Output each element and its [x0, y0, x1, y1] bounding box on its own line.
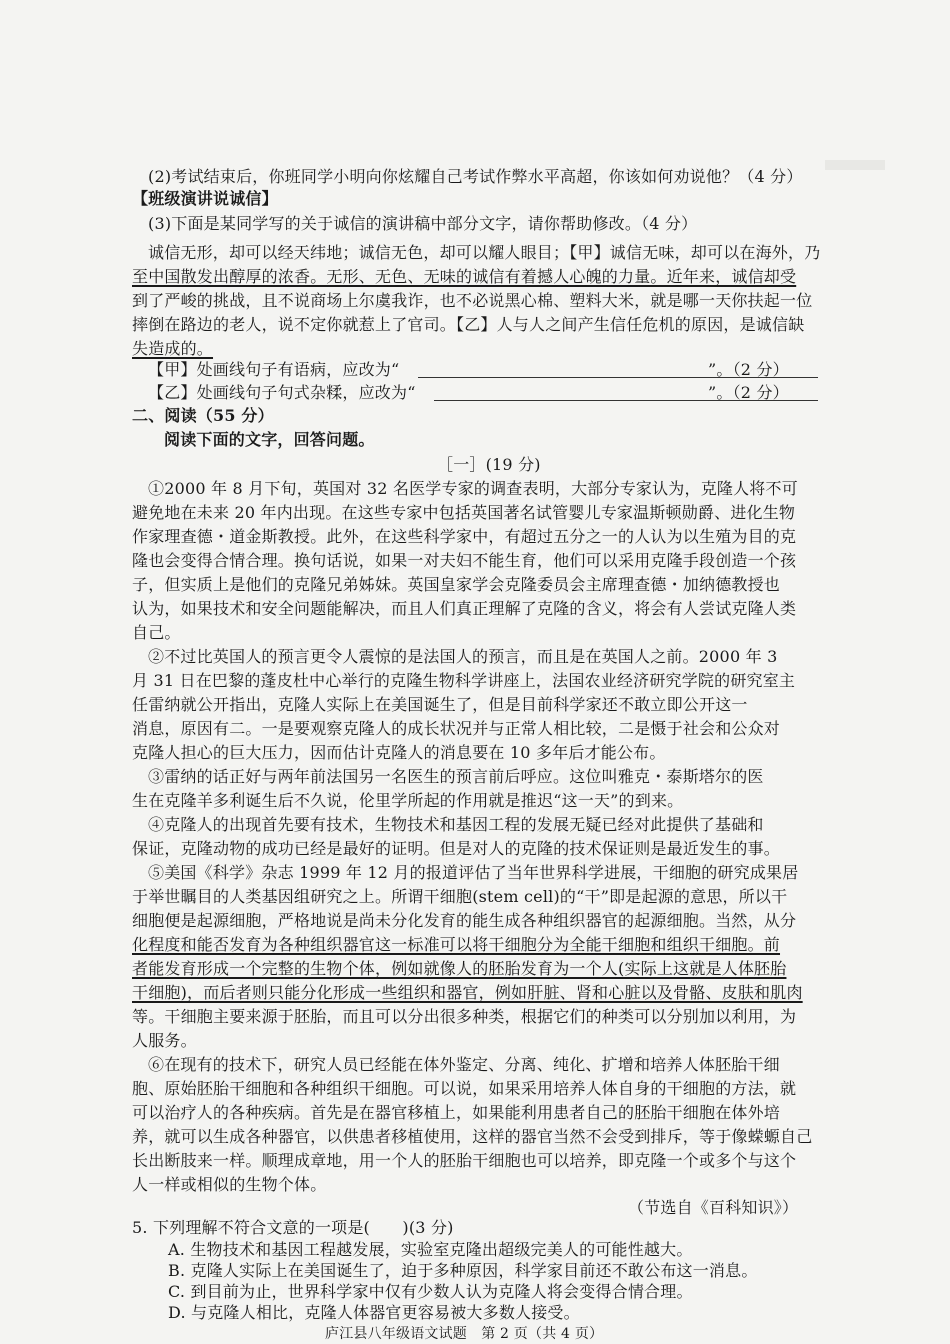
speech-line-5: 失造成的。 — [132, 339, 214, 358]
question-5-option-b[interactable]: B. 克隆人实际上在美国诞生了，迫于多种原因，科学家目前还不敢公布这一消息。 — [168, 1261, 758, 1280]
yi-points: ”。（2 分） — [708, 383, 789, 402]
passage-line: 细胞便是起源细胞，严格地说是尚未分化发育的能生成各种组织器官的起源细胞。当然，从分 — [132, 911, 797, 930]
question-3: (3)下面是某同学写的关于诚信的演讲稿中部分文字，请你帮助修改。（4 分） — [148, 214, 698, 233]
passage-line: 任雷纳就公开指出，克隆人实际上在美国诞生了，但是目前科学家还不敢立即公开这一 — [132, 695, 748, 714]
speech-line-4: 摔倒在路边的老人，说不定你就惹上了官司。【乙】人与人之间产生信任危机的原因，是诚信缺 — [132, 315, 805, 334]
jia-prompt: 【甲】处画线句子有语病，应改为“ — [148, 360, 400, 379]
passage-line: ⑥在现有的技术下，研究人员已经能在体外鉴定、分离、纯化、扩增和培养人体胚胎干细 — [148, 1055, 780, 1074]
passage-line: 作家理查德・道金斯教授。此外，在这些科学家中，有超过五分之一的人认为以生殖为目的克 — [132, 527, 797, 546]
question-5-option-a[interactable]: A. 生物技术和基因工程越发展，实验室克隆出超级完美人的可能性越大。 — [168, 1240, 693, 1259]
jia-points: ”。（2 分） — [708, 360, 789, 379]
passage-line: ③雷纳的话正好与两年前法国另一名医生的预言前后呼应。这位叫雅克・泰斯塔尔的医 — [148, 767, 764, 786]
yi-answer-line — [148, 383, 808, 403]
question-5-option-c[interactable]: C. 到目前为止，世界科学家中仅有少数人认为克隆人将会变得合情合理。 — [168, 1282, 693, 1301]
passage-line: ②不过比英国人的预言更令人震惊的是法国人的预言，而且是在英国人之前。2000 年 3 — [148, 647, 778, 666]
speech-line-1: 诚信无形，却可以经天纬地；诚信无色，却可以耀人眼目；【甲】诚信无味，却可以在海外，乃 — [148, 243, 821, 262]
passage-line: 认为，如果技术和安全问题能解决，而且人们真正理解了克隆的含义，将会有人尝试克隆人类 — [132, 599, 797, 618]
passage-line: 月 31 日在巴黎的蓬皮杜中心举行的克隆生物科学讲座上，法国农业经济研究学院的研究室主 — [132, 671, 796, 690]
passage-line: 人一样或相似的生物个体。 — [132, 1175, 327, 1194]
question-2: (2)考试结束后，你班同学小明向你炫耀自己考试作弊水平高超，你该如何劝说他？（4 分） — [148, 167, 803, 186]
passage-line: 避免地在未来 20 年内出现。在这些专家中包括英国著名试管婴儿专家温斯顿勋爵、进化生物 — [132, 503, 796, 522]
part-2-title: 二、阅读（55 分） — [132, 406, 274, 425]
speech-line-2: 至中国散发出醇厚的浓香。无形、无色、无味的诚信有着撼人心魄的力量。近年来，诚信却受 — [132, 267, 797, 286]
passage-title: ［一］(19 分) — [437, 455, 541, 474]
passage-line: 可以治疗人的各种疾病。首先是在器官移植上，如果能利用患者自己的胚胎干细胞在体外培 — [132, 1103, 781, 1122]
passage-line-underlined: 干细胞)，而后者则只能分化形成一些组织和器官，例如肝脏、肾和心脏以及骨骼、皮肤和肌肉 — [132, 983, 803, 1002]
passage-line: 胞、原始胚胎干细胞和各种组织干细胞。可以说，如果采用培养人体自身的干细胞的方法，就 — [132, 1079, 797, 1098]
passage-line: 自己。 — [132, 623, 181, 642]
passage-line: ①2000 年 8 月下旬，英国对 32 名医学专家的调查表明，大部分专家认为，克隆人将不可 — [148, 479, 798, 498]
passage-line: ⑤美国《科学》杂志 1999 年 12 月的报道评估了当年世界科学进展，干细胞的研究成果居 — [148, 863, 799, 882]
reading-instruction: 阅读下面的文字，回答问题。 — [164, 430, 375, 449]
passage-line: 克隆人担心的巨大压力，因而估计克隆人的消息要在 10 多年后才能公布。 — [132, 743, 666, 762]
passage-source: （节选自《百科知识》） — [628, 1198, 799, 1217]
passage-line: 养，就可以生成各种器官，以供患者移植使用，这样的器官当然不会受到排斥，等于像蝾螈自己 — [132, 1127, 813, 1146]
passage-line: 保证，克隆动物的成功已经是最好的证明。但是对人的克隆的技术保证则是最近发生的事。 — [132, 839, 781, 858]
question-5-option-d[interactable]: D. 与克隆人相比，克隆人体器官更容易被大多数人接受。 — [168, 1303, 580, 1322]
passage-line: 生在克隆羊多利诞生后不久说，伦里学所起的作用就是推迟“这一天”的到来。 — [132, 791, 684, 810]
passage-line: ④克隆人的出现首先要有技术，生物技术和基因工程的发展无疑已经对此提供了基础和 — [148, 815, 764, 834]
passage-line: 人服务。 — [132, 1031, 197, 1050]
passage-line: 于举世瞩目的人类基因组研究之上。所谓干细胞(stem cell)的“干”即是起源的意思，所以干 — [132, 887, 788, 906]
question-5-stem: 5. 下列理解不符合文意的一项是( )(3 分) — [132, 1218, 454, 1237]
jia-answer-line — [148, 360, 808, 380]
passage-line: 长出断肢来一样。顺理成章地，用一个人的胚胎干细胞也可以培养，即克隆一个或多个与这个 — [132, 1151, 797, 1170]
passage-line: 等。干细胞主要来源于胚胎，而且可以分出很多种类，根据它们的种类可以分别加以利用，为 — [132, 1007, 797, 1026]
passage-line: 消息，原因有二。一是要观察克隆人的成长状况并与正常人相比较，二是慑于社会和公众对 — [132, 719, 781, 738]
yi-prompt: 【乙】处画线句子句式杂糅，应改为“ — [148, 383, 416, 402]
section-banner: 【班级演讲说诚信】 — [132, 189, 278, 208]
speech-line-3: 到了严峻的挑战，且不说商场上尔虞我诈，也不必说黑心棉、塑料大米，就是哪一天你扶起一位 — [132, 291, 813, 310]
bleed-through-mark — [825, 160, 885, 170]
passage-line-underlined: 化程度和能否发育为各种组织器官这一标准可以将干细胞分为全能干细胞和组织干细胞。前 — [132, 935, 781, 954]
passage-line: 隆也会变得合情合理。换句话说，如果一对夫妇不能生育，他们可以采用克隆手段创造一个孩 — [132, 551, 797, 570]
page-footer: 庐江县八年级语文试题 第 2 页（共 4 页） — [325, 1326, 604, 1342]
passage-line-underlined: 者能发育形成一个完整的生物个体，例如就像人的胚胎发育为一个人(实际上这就是人体胚胎 — [132, 959, 787, 978]
passage-line: 子，但实质上是他们的克隆兄弟姊妹。英国皇家学会克隆委员会主席理查德・加纳德教授也 — [132, 575, 781, 594]
